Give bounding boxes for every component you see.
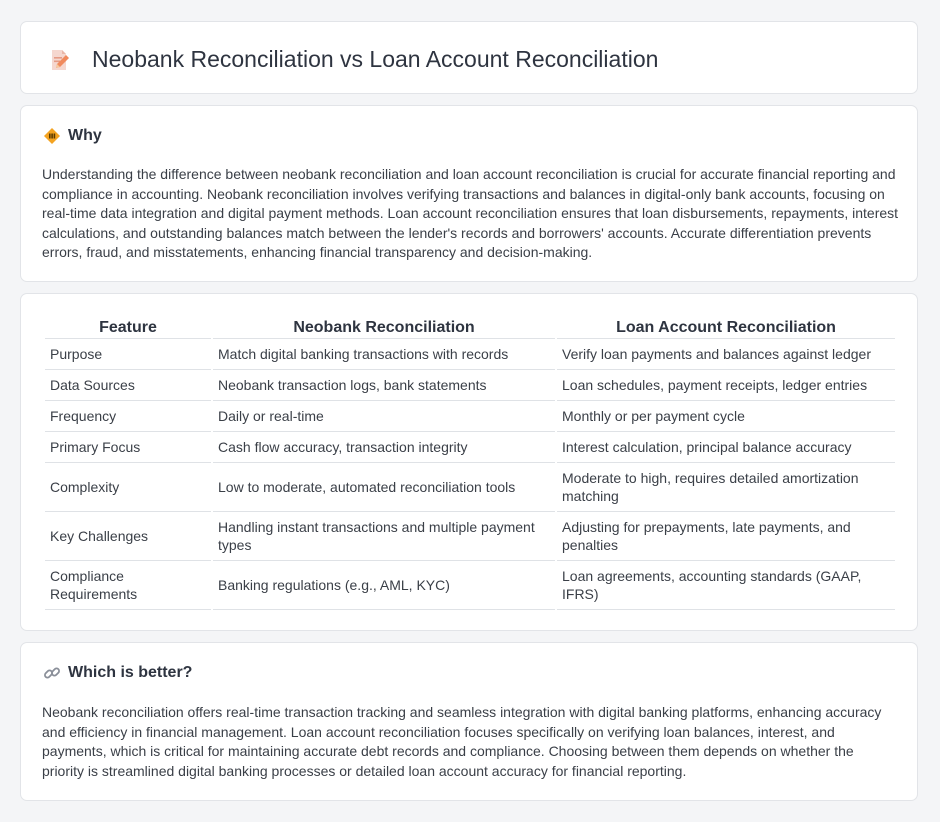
which-is-better-section (20, 642, 918, 801)
neobank-cell: Banking regulations (e.g., AML, KYC) (213, 561, 555, 610)
title-card (20, 21, 918, 94)
neobank-cell: Handling instant transactions and multiple payment types (213, 512, 555, 561)
column-header-feature: Feature (45, 316, 211, 339)
table-row (45, 370, 895, 401)
table-row (45, 432, 895, 463)
feature-cell: Primary Focus (45, 432, 211, 463)
column-header-loan: Loan Account Reconciliation (557, 316, 895, 339)
loan-cell: Moderate to high, requires detailed amortization matching (557, 463, 895, 512)
neobank-cell: Daily or real-time (213, 401, 555, 432)
link-icon (43, 664, 61, 682)
page-title: Neobank Reconciliation vs Loan Account Reconciliation (92, 46, 659, 72)
comparison-table (43, 316, 897, 610)
better-paragraph: Neobank reconciliation offers real-time transaction tracking and seamless integration with digital banking platforms, enhancing accuracy and efficiency in financial management. Loan account reconciliation focuses specifically on verifying loan balances, interest, and payments, which is critical for maintaining accurate debt records and compliance. Choosing between them depends on whether the priority is streamlined digital banking processes or detailed loan account accuracy for financial reporting. (42, 704, 882, 779)
comparison-section (20, 293, 918, 631)
feature-cell: Key Challenges (45, 512, 211, 561)
feature-cell: Frequency (45, 401, 211, 432)
loan-cell: Interest calculation, principal balance accuracy (557, 432, 895, 463)
column-header-neobank: Neobank Reconciliation (213, 316, 555, 339)
document-edit-icon (47, 48, 71, 72)
neobank-cell: Neobank transaction logs, bank statements (213, 370, 555, 401)
table-row (45, 512, 895, 561)
why-section (20, 105, 918, 282)
table-row (45, 561, 895, 610)
table-row (45, 401, 895, 432)
neobank-cell: Match digital banking transactions with records (213, 339, 555, 370)
diamond-signal-icon (43, 127, 61, 145)
table-row (45, 463, 895, 512)
loan-cell: Monthly or per payment cycle (557, 401, 895, 432)
better-heading-row (43, 663, 192, 683)
feature-cell: Complexity (45, 463, 211, 512)
neobank-cell: Low to moderate, automated reconciliation tools (213, 463, 555, 512)
loan-cell: Loan schedules, payment receipts, ledger entries (557, 370, 895, 401)
why-paragraph: Understanding the difference between neobank reconciliation and loan account reconciliation is crucial for accurate financial reporting and compliance in accounting. Neobank reconciliation involves verifying transactions and balances in digital-only bank accounts, focusing on real-time data integration and digital payment methods. Loan account reconciliation ensures that loan disbursements, repayments, interest calculations, and outstanding balances match between the lender's records and borrowers' accounts. Accurate differentiation prevents errors, fraud, and misstatements, enhancing financial transparency and decision-making. (42, 166, 899, 260)
table-row (45, 339, 895, 370)
loan-cell: Adjusting for prepayments, late payments, and penalties (557, 512, 895, 561)
loan-cell: Loan agreements, accounting standards (GAAP, IFRS) (557, 561, 895, 610)
neobank-cell: Cash flow accuracy, transaction integrity (213, 432, 555, 463)
feature-cell: Compliance Requirements (45, 561, 211, 610)
why-heading-row (43, 126, 102, 146)
feature-cell: Purpose (45, 339, 211, 370)
loan-cell: Verify loan payments and balances against ledger (557, 339, 895, 370)
table-header-row (45, 316, 895, 339)
feature-cell: Data Sources (45, 370, 211, 401)
why-heading: Why (68, 127, 102, 144)
better-heading: Which is better? (68, 664, 193, 681)
